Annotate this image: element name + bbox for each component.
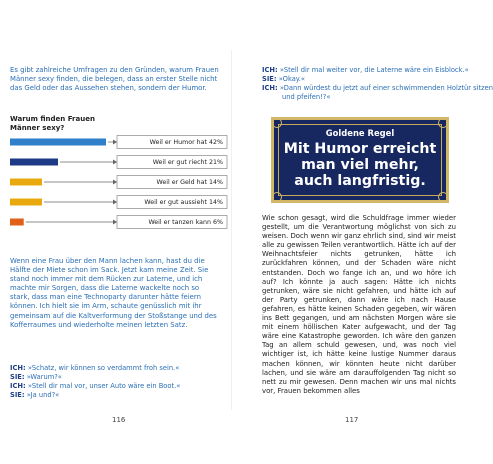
ornament-corner-icon (272, 118, 282, 128)
dialogue-text: »Okay.« (278, 75, 306, 83)
story-paragraph: Wenn eine Frau über den Mann lachen kann, hast du die Hälfte der Miete schon im Sack. Jetzt kam meine Zeit. Sie stand noch immer mit dem Rücken zur Laterne, und ich machte mir Sorgen, dass die Laterne wackelte noch so stark, dass man eine Technoparty darunter hätte feiern können. Ich hielt sie im Arm, schaute genüsslich mit ihr gemeinsam auf die Kaltverformung der Stoßstange und des Kofferraumes und wiederholte meinen letzten Satz. (10, 257, 217, 329)
dialogue-text: und pfeifen!?« (282, 93, 331, 101)
page-number-left: 116 (112, 416, 126, 424)
rule-text: Mit Humor erreicht man viel mehr, auch langfristig. (283, 141, 437, 189)
chart-title-line1: Warum finden Frauen (10, 115, 95, 123)
dialogue-line (10, 382, 180, 391)
body-paragraph: Wie schon gesagt, wird die Schuldfrage immer wieder gestellt, um die Verantwortung möglichst von sich zu weisen. Doch wenn wir ganz ehrlich sind, sind wir meist alle zu gewissen Teilen verantwortlich. Hätte ich auf der Weihnachtsfeier nichts getrunken, hätte ich zurückfahren können, und der Schaden wäre nicht entstanden. Doch wo fange ich an, und wo höre ich auf? Ich könnte ja auch sagen: Hätte ich nichts getrunken, wäre sie nicht gefahren, und hätte ich auf der Party getrunken, dann wäre ich nach Hause gefahren, es hätte keinen Schaden gegeben, wir wären ins Bett gegangen, und am nächsten Morgen wäre sie mit einem höllischen Kater aufgewacht, und der Tag wäre eine Katastrophe geworden. Ich wäre den ganzen Tag an allem schuld gewesen, und, was noch viel wichtiger ist, ich hätte keine lustige Nummer daraus machen können, wir könnten heute nicht darüber lachen, und sie wäre am darauffolgenden Tag nicht so nett zu mir gewesen. Denn machen wir uns mal nichts vor, Frauen bekommen alles (262, 214, 456, 395)
dialogue-speaker: ICH: (10, 364, 26, 372)
chart-label: Weil er gut riecht 21% (152, 159, 223, 167)
chart-arrow-icon (113, 140, 117, 145)
chart-title (10, 115, 130, 133)
bar-chart (0, 132, 232, 237)
chart-bar (10, 199, 42, 206)
dialogue-speaker: ICH: (262, 66, 278, 74)
dialogue-speaker: ICH: (262, 84, 278, 92)
dialogue-text: »Stell dir mal vor, unser Auto wäre ein Boot.« (27, 382, 181, 390)
chart-label: Weil er gut aussieht 14% (144, 199, 223, 207)
page-number-right: 117 (345, 416, 359, 424)
ornament-corner-icon (438, 118, 448, 128)
chart-arrow-icon (113, 220, 117, 225)
ornament-corner-icon (438, 192, 448, 202)
rule-title: Goldene Regel (325, 128, 395, 138)
dialogue-line (10, 391, 59, 400)
ornament-corner-icon (272, 192, 282, 202)
chart-bar (10, 179, 42, 186)
chart-label: Weil er Humor hat 42% (149, 139, 223, 147)
dialogue-line (262, 75, 305, 84)
chart-label: Weil er Geld hat 14% (156, 179, 223, 187)
chart-bar (10, 139, 106, 146)
dialogue-text: »Schatz, wir können so verdammt froh sein.« (27, 364, 180, 372)
chart-title-line2: Männer sexy? (10, 124, 65, 132)
dialogue-speaker: SIE: (10, 391, 25, 399)
dialogue-line (262, 66, 469, 75)
chart-bar (10, 219, 24, 226)
dialogue-line (262, 84, 493, 93)
chart-bar (10, 159, 58, 166)
chart-arrow-icon (113, 200, 117, 205)
dialogue-line (10, 364, 179, 373)
dialogue-text: »Warum?« (26, 373, 62, 381)
chart-arrow-icon (113, 180, 117, 185)
chart-arrow-icon (113, 160, 117, 165)
dialogue-speaker: SIE: (262, 75, 277, 83)
dialogue-speaker: SIE: (10, 373, 25, 381)
dialogue-speaker: ICH: (10, 382, 26, 390)
dialogue-line (282, 93, 330, 102)
intro-paragraph: Es gibt zahlreiche Umfragen zu den Gründen, warum Frauen Männer sexy finden, die belegen, dass an erster Stelle nicht das Geld oder das Aussehen stehen, sondern der Humor. (10, 66, 219, 93)
chart-label: Weil er tanzen kann 6% (148, 219, 223, 227)
golden-rule-box (271, 117, 449, 203)
dialogue-line (10, 373, 62, 382)
dialogue-text: »Stell dir mal weiter vor, die Laterne wäre ein Eisblock.« (279, 66, 469, 74)
dialogue-text: »Dann würdest du jetzt auf einer schwimmenden Holztür sitzen (279, 84, 493, 92)
dialogue-text: »Ja und?« (26, 391, 60, 399)
